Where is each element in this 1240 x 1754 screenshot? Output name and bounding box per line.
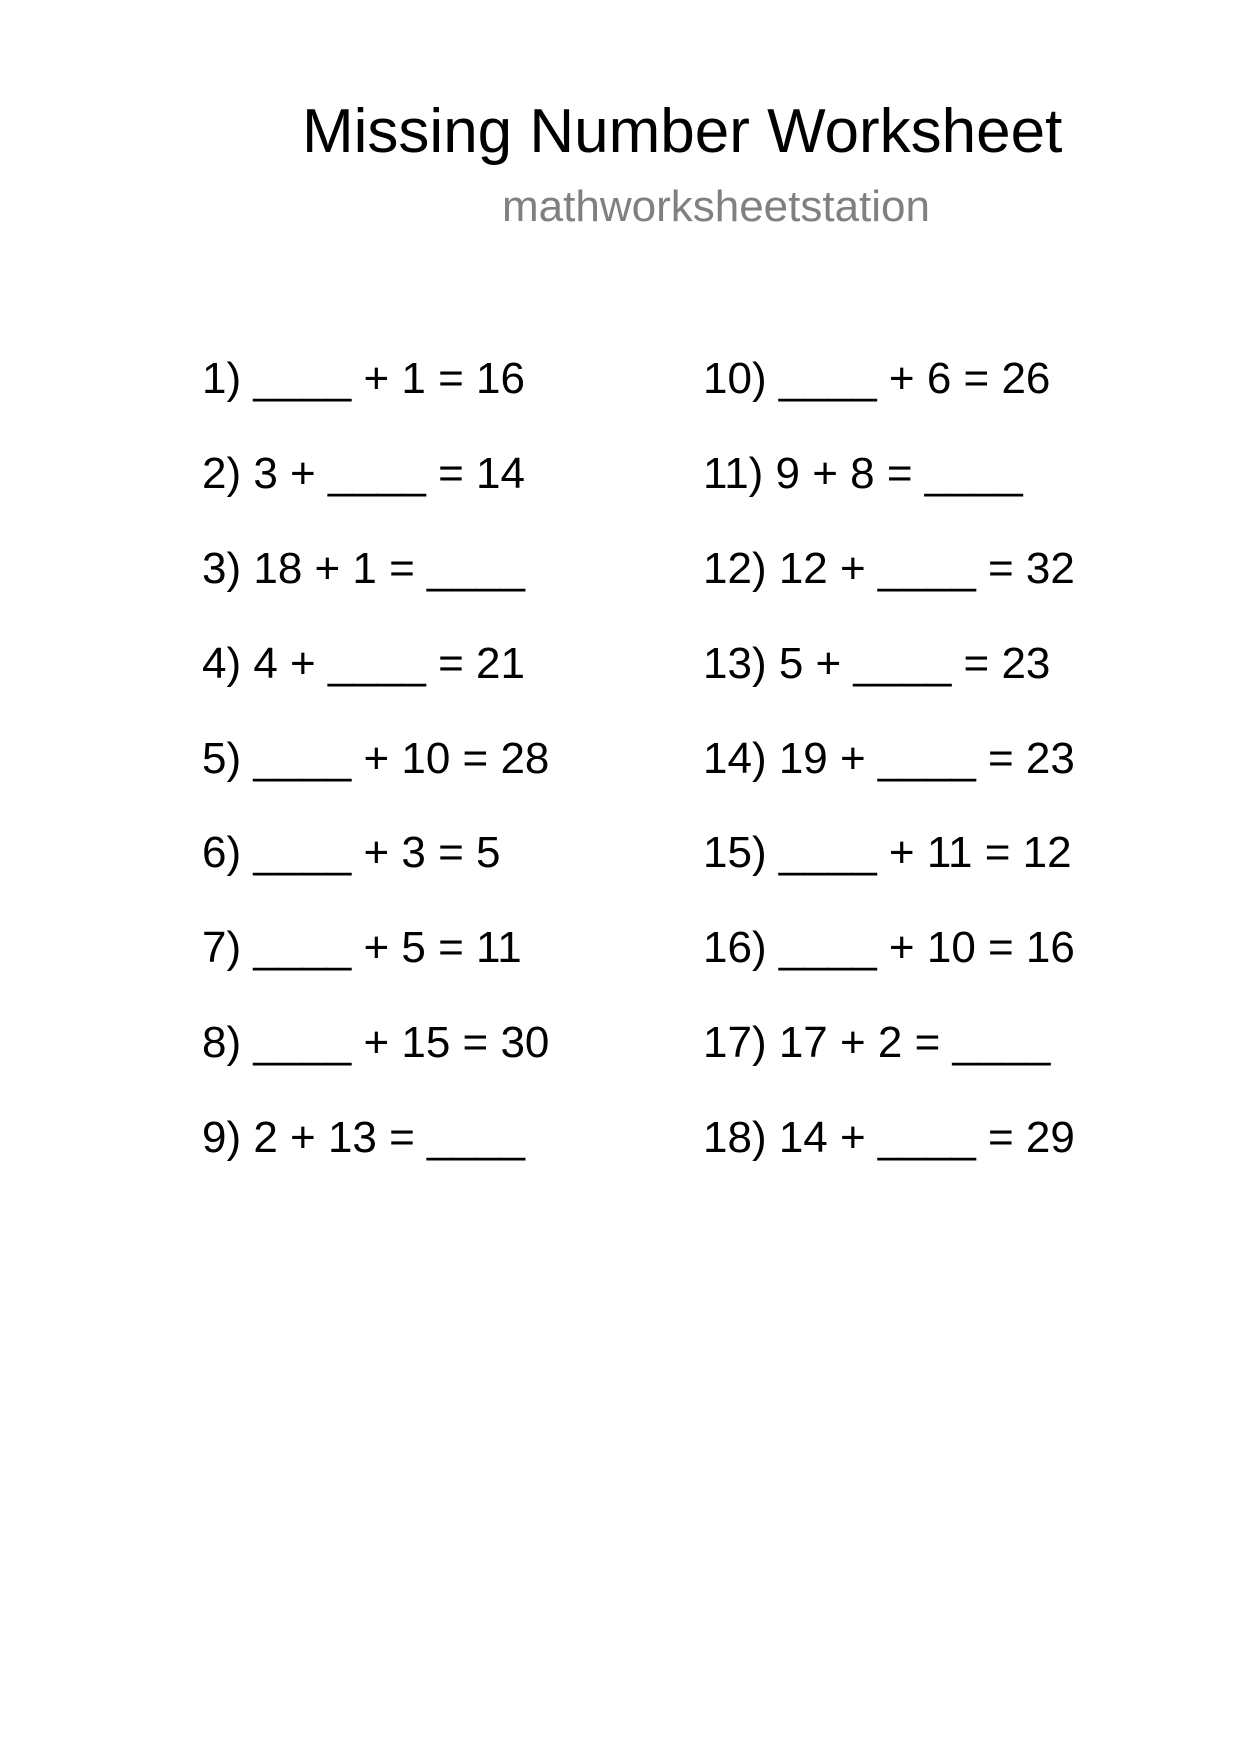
worksheet-subtitle: mathworksheetstation	[502, 182, 930, 231]
problem-9: 9) 2 + 13 = ____	[202, 1113, 525, 1163]
problem-8: 8) ____ + 15 = 30	[202, 1018, 550, 1068]
problem-17: 17) 17 + 2 = ____	[703, 1018, 1051, 1068]
worksheet-title: Missing Number Worksheet	[302, 97, 1063, 166]
problem-10: 10) ____ + 6 = 26	[703, 354, 1051, 403]
problem-1: 1) ____ + 1 = 16	[202, 354, 525, 403]
problem-6: 6) ____ + 3 = 5	[202, 828, 501, 878]
problem-column-left	[202, 353, 549, 1207]
problem-column-right	[703, 353, 1075, 1207]
problem-4: 4) 4 + ____ = 21	[202, 638, 525, 688]
problem-12: 12) 12 + ____ = 32	[703, 543, 1075, 593]
problem-7: 7) ____ + 5 = 11	[202, 923, 522, 973]
problem-16: 16) ____ + 10 = 16	[703, 923, 1075, 973]
problem-2: 2) 3 + ____ = 14	[202, 448, 525, 498]
problem-15: 15) ____ + 11 = 12	[703, 828, 1072, 878]
problem-13: 13) 5 + ____ = 23	[703, 638, 1051, 688]
problem-11: 11) 9 + 8 = ____	[703, 448, 1023, 498]
problem-18: 18) 14 + ____ = 29	[703, 1113, 1075, 1163]
problem-14: 14) 19 + ____ = 23	[703, 733, 1075, 783]
problem-3: 3) 18 + 1 = ____	[202, 543, 525, 593]
problem-5: 5) ____ + 10 = 28	[202, 733, 550, 783]
